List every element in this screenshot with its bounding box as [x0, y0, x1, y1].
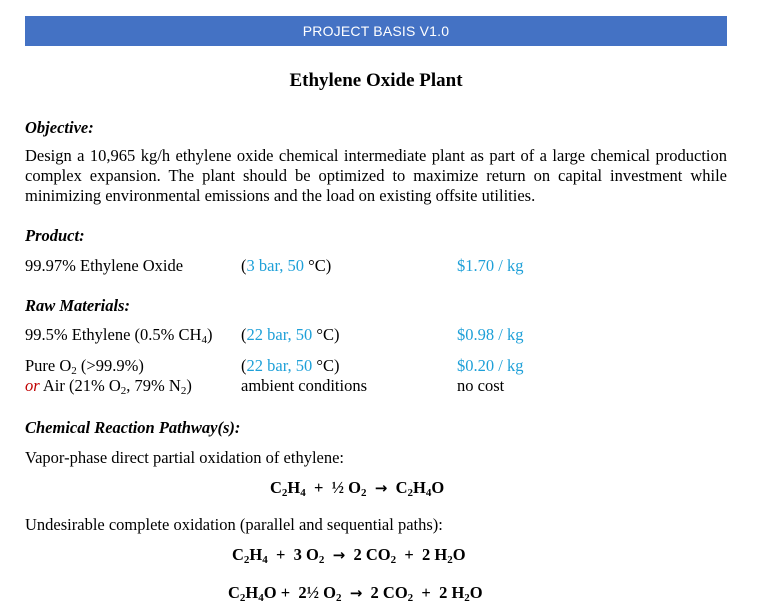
- reaction-heading: Chemical Reaction Pathway(s):: [25, 418, 241, 437]
- objective-heading: Objective:: [25, 118, 94, 137]
- raw-ethylene-name: 99.5% Ethylene (0.5% $CH_4$): [25, 325, 213, 346]
- product-heading: Product:: [25, 226, 85, 245]
- raw-ethylene-price: $0.98 / kg: [457, 325, 524, 344]
- raw-air-name: or Air (21% $O_2$, 79% $N_2$): [25, 376, 192, 397]
- reaction-arrow-icon: →: [349, 584, 363, 602]
- side-reaction-equation-2: $C_2H_4O$ + 2½ $O_2 \to 2$ $CO_2 + 2$ $H_2O$: [228, 583, 483, 604]
- reaction-arrow-icon: →: [332, 546, 346, 564]
- main-reaction-equation: $C_2H_4$ + ½ $O_2 \to C_2H_4O$: [270, 478, 445, 499]
- product-name: 99.97% Ethylene Oxide: [25, 256, 184, 275]
- side-reaction-equation-1: $C_2H_4 + 3$ $O_2 \to 2$ $CO_2 + 2$ $H_2O$: [232, 545, 466, 566]
- product-conditions: (3 bar, 50 °C): [241, 256, 332, 275]
- main-reaction-description: Vapor-phase direct partial oxidation of ethylene:: [25, 448, 345, 467]
- reaction-arrow-icon: →: [374, 479, 388, 497]
- raw-air-conditions: ambient conditions: [241, 376, 368, 395]
- objective-text: Design a 10,965 kg/h ethylene oxide chemical intermediate plant as part of a large chemical production complex expansion. The plant should be optimized to maximize return on capital investment while minimizing environmental emissions and the load on existing offsite utilities.: [25, 146, 727, 205]
- product-price: $1.70 / kg: [457, 256, 524, 275]
- raw-oxygen-name: Pure $O_2$ (>99.9%): [25, 356, 144, 377]
- raw-ethylene-conditions: (22 bar, 50 °C): [241, 325, 340, 344]
- document-title: Ethylene Oxide Plant: [289, 70, 463, 91]
- side-reaction-description: Undesirable complete oxidation (parallel and sequential paths):: [25, 515, 443, 534]
- raw-materials-heading: Raw Materials:: [25, 296, 130, 315]
- raw-oxygen-conditions: (22 bar, 50 °C): [241, 356, 340, 375]
- project-basis-banner: PROJECT BASIS V1.0: [25, 16, 727, 46]
- raw-oxygen-price: $0.20 / kg: [457, 356, 524, 375]
- raw-air-price: no cost: [457, 376, 505, 395]
